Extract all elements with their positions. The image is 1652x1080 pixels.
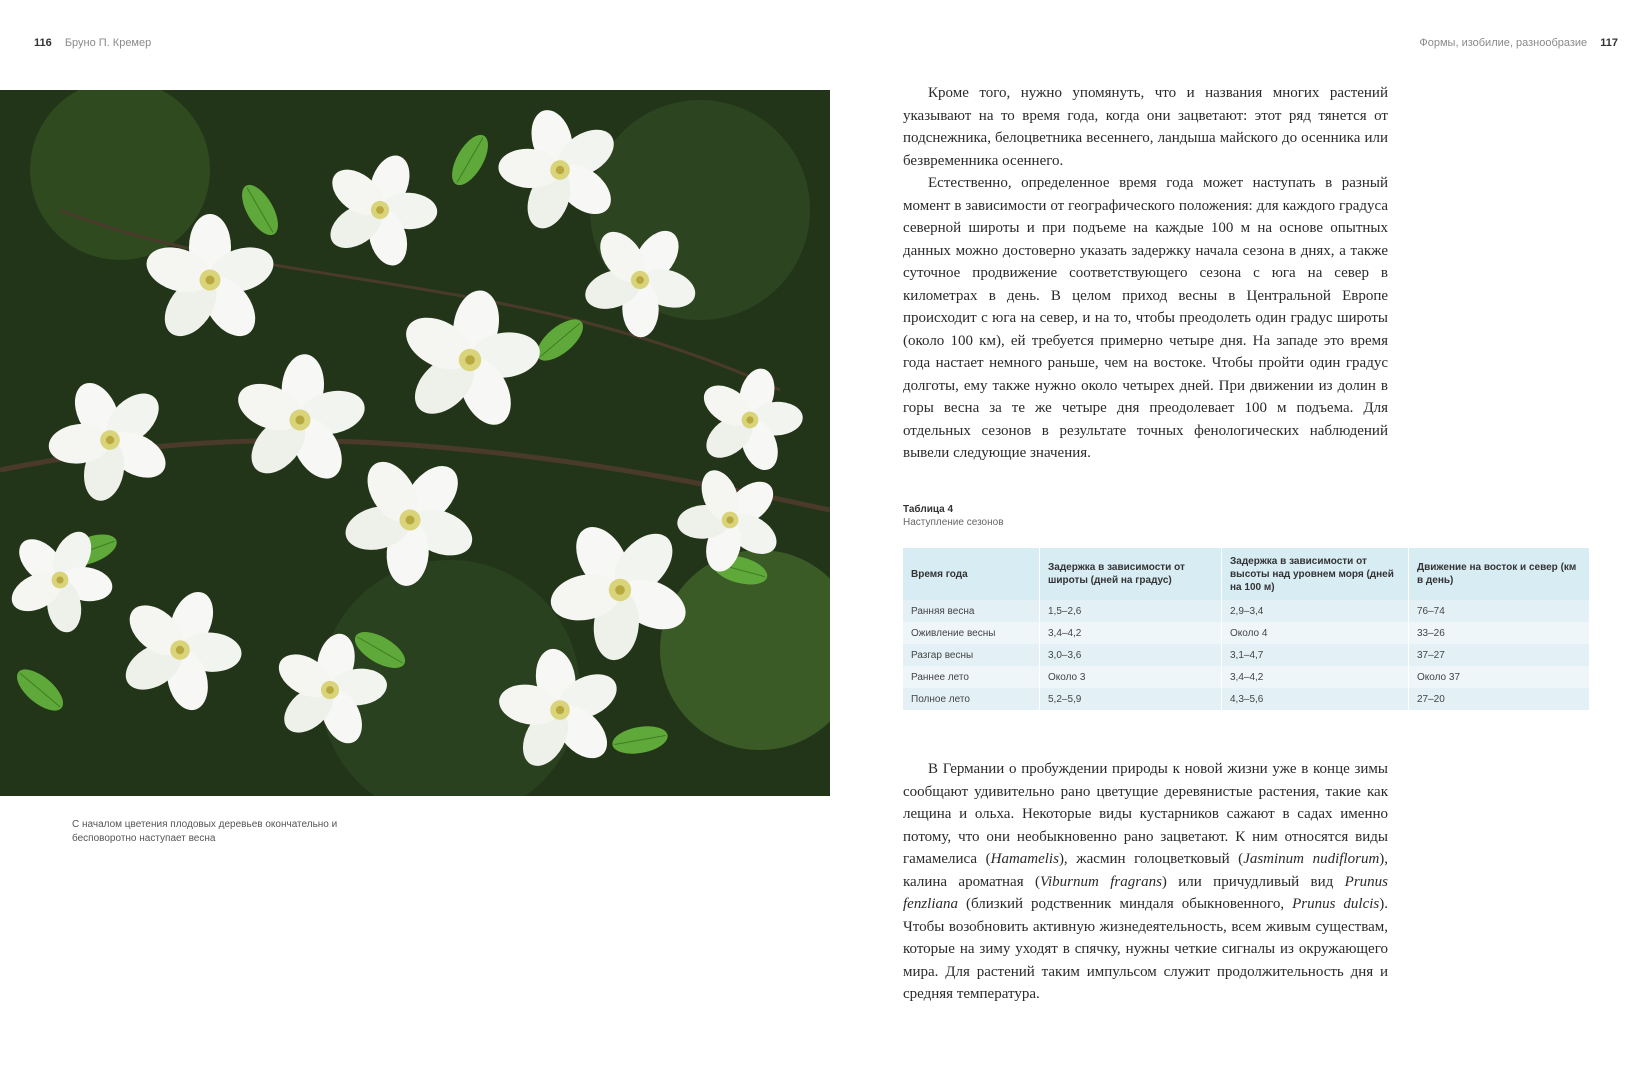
latin-name: Hamamelis (990, 851, 1059, 867)
column-header: Задержка в зависимости от широты (дней на градус) (1040, 548, 1222, 600)
body-text-top (903, 82, 1388, 465)
table-cell: Около 3 (1040, 666, 1222, 688)
table-cell: 76–74 (1409, 600, 1590, 622)
table-cell: 5,2–5,9 (1040, 688, 1222, 710)
table-cell: 3,1–4,7 (1222, 644, 1409, 666)
table-cell: 3,0–3,6 (1040, 644, 1222, 666)
table-cell: Около 4 (1222, 622, 1409, 644)
left-running-head (24, 37, 151, 49)
table-cell: 1,5–2,6 (1040, 600, 1222, 622)
table-cell: Оживление весны (911, 627, 996, 639)
latin-name: Prunus dulcis (1292, 896, 1380, 912)
body-text-bottom (903, 758, 1388, 1006)
latin-name: Prunus fenzliana (903, 873, 1388, 912)
left-author: Бруно П. Кремер (64, 37, 152, 49)
table-cell: Разгар весны (911, 649, 974, 661)
table-row (903, 644, 1589, 666)
paragraph: Естественно, определенное время года может наступать в разный момент в зависимости от географического положения: для каждого градуса северной широты и при подъеме на каждые 100 м на основе опытных данных можно достоверно указать задержку начала сезона в днях, а также суточное продвижение соответствующего сезона с юга на север в километрах в день. В целом приход весны в Центральной Европе происходит с юга на север, и на то, чтобы преодолеть один градус широты (около 100 км), ей требуется примерно четыре дня. На западе это время года настает немного раньше, чем на востоке. Чтобы пройти один градус долготы, ему также нужно около четырех дней. При движении из долин в горы весна за те же четыре дня преодолевает 100 м подъема. Для отдельных сезонов в результате точных фенологических наблюдений вывели следующие значения. (903, 175, 1388, 461)
text-run: ), жасмин голоцветковый ( (1058, 851, 1244, 867)
right-running-head (1419, 37, 1628, 49)
text-run: ) или причудливый вид (1161, 873, 1345, 890)
table-cell: 4,3–5,6 (1222, 688, 1409, 710)
table-cell: Около 37 (1409, 666, 1590, 688)
right-page-number: 117 (1600, 37, 1618, 49)
table-subtitle: Наступление сезонов (903, 517, 1004, 528)
seasons-table (903, 548, 1589, 710)
table-cell: 2,9–3,4 (1222, 600, 1409, 622)
table-cell: Полное лето (911, 693, 970, 705)
table-cell: 27–20 (1409, 688, 1590, 710)
table-row (903, 600, 1589, 622)
column-header: Время года (911, 568, 968, 580)
table-cell: 33–26 (1409, 622, 1590, 644)
table-cell: 3,4–4,2 (1040, 622, 1222, 644)
table-row (903, 622, 1589, 644)
text-run: ), калина ароматная ( (903, 851, 1389, 890)
table-cell: 3,4–4,2 (1222, 666, 1409, 688)
table-cell: Ранняя весна (911, 605, 975, 617)
text-run: ). Чтобы возобновить активную жизнедеятельность, всем живым существам, которые на зиму уходят в спячку, нужны четкие сигналы из окружающего мира. Для растений таким импульсом служит продолжительность дня и средняя температура. (903, 896, 1388, 1002)
column-header: Задержка в зависимости от высоты над уровнем моря (дней на 100 м) (1222, 548, 1409, 600)
table-cell: Раннее лето (911, 671, 969, 683)
table-title: Таблица 4 (903, 504, 954, 515)
latin-name: Jasminum nudiflorum (1243, 851, 1380, 867)
paragraph (903, 758, 1388, 1006)
table-row (903, 688, 1589, 710)
left-page-number: 116 (34, 37, 52, 49)
right-section-title: Формы, изобилие, разнообразие (1419, 37, 1588, 49)
table-header-row (903, 548, 1589, 600)
photo-caption: С началом цветения плодовых деревьев окончательно и бесповоротно наступает весна (72, 819, 338, 844)
column-header: Движение на восток и север (км в день) (1409, 548, 1590, 600)
blossom-photo (0, 90, 830, 796)
blossom-illustration (0, 90, 830, 796)
text-run: В Германии о пробуждении природы к новой жизни уже в конце зимы сообщают удивительно рано цветущие деревянистые растения, такие как лещина и ольха. Некоторые виды кустарников сажают в садах именно потому, что они необыкновенно рано зацветают. К ним относятся виды гамамелиса ( (903, 761, 1388, 867)
table-cell: 37–27 (1409, 644, 1590, 666)
table-row (903, 666, 1589, 688)
paragraph: Кроме того, нужно упомянуть, что и названия многих растений указывают на то время года, когда они зацветают: этот ряд тянется от подснежника, белоцветника весеннего, ландыша майского до осенника или безвременника осеннего. (903, 85, 1388, 169)
text-run: (близкий родственник миндаля обыкновенного, (958, 896, 1293, 912)
latin-name: Viburnum fragrans (1039, 873, 1162, 890)
